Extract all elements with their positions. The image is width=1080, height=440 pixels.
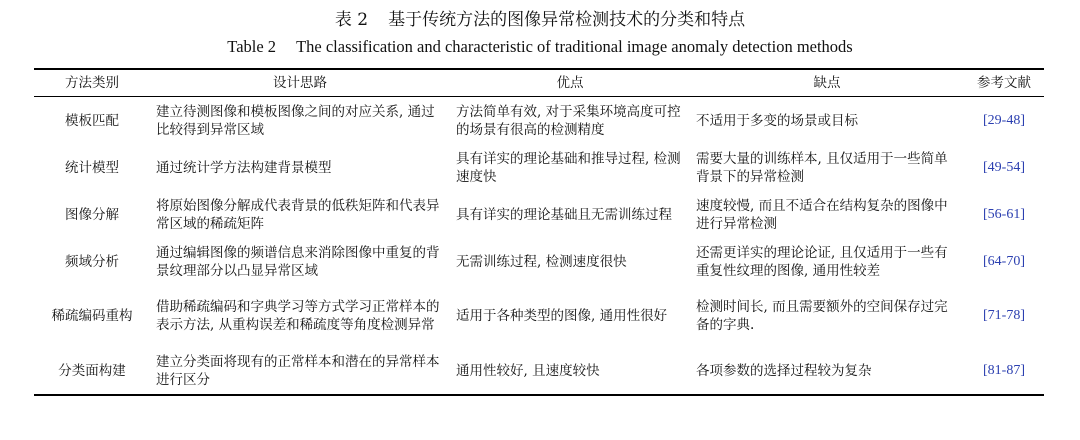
disadvantages-cell: 各项参数的选择过程较为复杂 [696, 362, 872, 379]
table-label-english: Table 2 [227, 37, 277, 56]
reference-link[interactable]: [29-48] [983, 112, 1025, 128]
table-row [34, 238, 1044, 285]
design-idea-cell: 通过统计学方法构建背景模型 [156, 159, 332, 176]
table-row [34, 97, 1044, 145]
design-idea-cell: 将原始图像分解成代表背景的低秩矩阵和代表异常区域的稀疏矩阵 [156, 197, 440, 232]
method-category-cell: 稀疏编码重构 [51, 308, 133, 324]
disadvantages-cell: 速度较慢, 而且不适合在结构复杂的图像中进行异常检测 [696, 197, 948, 232]
disadvantages-cell: 还需更详实的理论论证, 且仅适用于一些有重复性纹理的图像, 通用性较差 [696, 244, 948, 279]
advantages-cell: 适用于各种类型的图像, 通用性很好 [456, 308, 668, 324]
method-category-cell: 频域分析 [65, 253, 119, 270]
method-category-cell: 模板匹配 [65, 112, 119, 129]
method-category-cell: 统计模型 [65, 159, 119, 176]
design-idea-cell: 建立分类面将现有的正常样本和潜在的异常样本进行区分 [156, 353, 440, 388]
header-advantages: 优点 [556, 75, 584, 91]
table-caption-english [0, 36, 1080, 58]
advantages-cell: 方法简单有效, 对于采集环境高度可控的场景有很高的检测精度 [456, 103, 681, 138]
header-design-idea: 设计思路 [273, 75, 327, 91]
advantages-cell: 具有详实的理论基础且无需训练过程 [456, 206, 672, 223]
disadvantages-cell: 不适用于多变的场景或目标 [696, 112, 858, 129]
disadvantages-cell: 需要大量的训练样本, 且仅适用于一些简单背景下的异常检测 [696, 150, 948, 185]
advantages-cell: 无需训练过程, 检测速度很快 [456, 253, 627, 270]
reference-link[interactable]: [56-61] [983, 206, 1025, 222]
reference-link[interactable]: [71-78] [983, 308, 1025, 323]
design-idea-cell: 通过编辑图像的频谱信息来消除图像中重复的背景纹理部分以凸显异常区域 [156, 244, 440, 279]
table-header [34, 69, 1044, 97]
method-category-cell: 图像分解 [65, 206, 119, 223]
reference-link[interactable]: [49-54] [983, 159, 1025, 175]
header-references: 参考文献 [977, 75, 1031, 91]
design-idea-cell: 借助稀疏编码和字典学习等方式学习正常样本的表示方法, 从重构误差和稀疏度等角度检测异常 [156, 299, 440, 333]
table-label-chinese: 表 2 [334, 10, 369, 30]
advantages-cell: 具有详实的理论基础和推导过程, 检测速度快 [456, 150, 681, 185]
header-method-category: 方法类别 [65, 75, 119, 91]
disadvantages-cell: 检测时间长, 而且需要额外的空间保存过完备的字典. [696, 299, 948, 333]
table-caption-chinese [0, 9, 1080, 31]
comparison-table [34, 68, 1044, 396]
table-row [34, 144, 1044, 191]
reference-link[interactable]: [81-87] [983, 362, 1025, 378]
method-category-cell: 分类面构建 [58, 362, 126, 379]
reference-link[interactable]: [64-70] [983, 253, 1025, 269]
header-row [34, 69, 1044, 97]
table-body [34, 97, 1044, 396]
design-idea-cell: 建立待测图像和模板图像之间的对应关系, 通过比较得到异常区域 [156, 103, 435, 138]
table-title-english: The classification and characteristic of traditional image anomaly detection methods [296, 37, 853, 56]
table-row [34, 347, 1044, 395]
advantages-cell: 通用性较好, 且速度较快 [456, 362, 600, 379]
header-disadvantages: 缺点 [813, 75, 841, 91]
table-title-chinese: 基于传统方法的图像异常检测技术的分类和特点 [388, 10, 746, 30]
table-row [34, 191, 1044, 238]
table-row [34, 285, 1044, 347]
